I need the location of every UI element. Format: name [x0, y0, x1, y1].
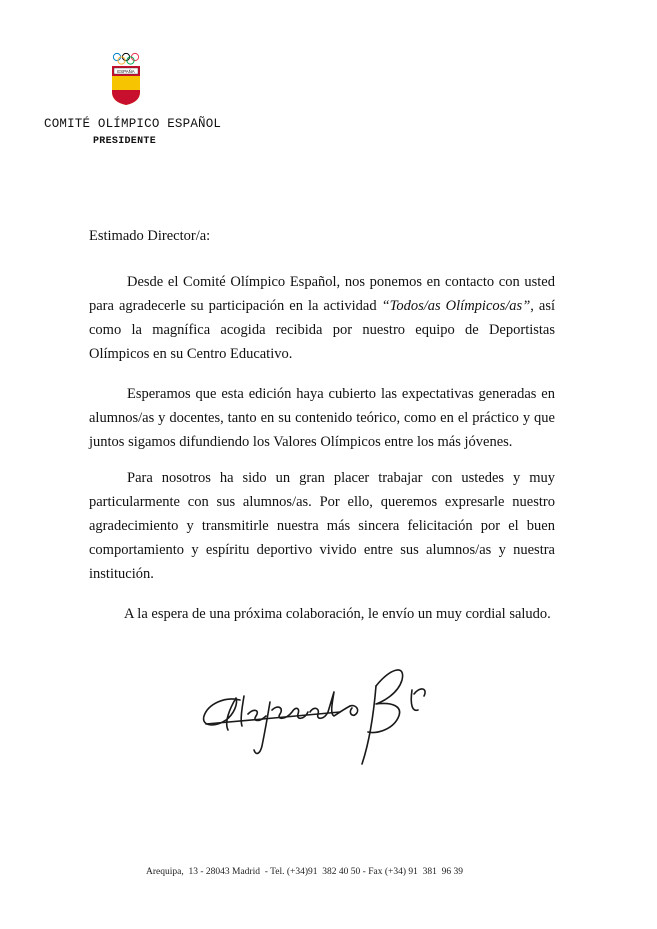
paragraph-2: Esperamos que esta edición haya cubierto las expectativas generadas en alumnos/as y docentes, tanto en su contenido teórico, como en el práctico y que juntos sigamos difundiendo los Valores Olímpicos entre los más jóvenes. [89, 386, 555, 450]
paragraph-1-end: , así como la magnífica acogida recibida por nuestro equipo de Deportistas Olímpicos en su Centro Educativo. [89, 298, 555, 362]
organization-name: COMITÉ OLÍMPICO ESPAÑOL [44, 117, 222, 131]
closing-line: A la espera de una próxima colaboración, le envío un muy cordial saludo. [124, 606, 551, 622]
paragraph-3: Para nosotros ha sido un gran placer trabajar con ustedes y muy particularmente con sus alumnos/as. Por ello, queremos expresarle nuestro agradecimiento y transmitirle nuestra más sincera felicitación por el buen comportamiento y espíritu deportivo vivido entre sus alumnos/as y nuestra institución. [89, 470, 555, 582]
handwritten-signature [200, 650, 440, 770]
organization-role: PRESIDENTE [93, 136, 157, 147]
spain-flag-shield-icon [112, 66, 140, 105]
olympic-committee-logo [108, 52, 144, 106]
logo-text: ESPAÑA [117, 68, 135, 74]
paragraph-1-start: Desde el Comité Olímpico Español, nos ponemos en contacto con usted para agradecerle su participación en la actividad [89, 274, 555, 314]
activity-name: “Todos/as Olímpicos/as” [381, 298, 531, 314]
salutation: Estimado Director/a: [89, 228, 211, 244]
paragraph-1 [89, 270, 555, 366]
olympic-rings-icon [113, 53, 138, 64]
footer-address: Arequipa, 13 - 28043 Madrid - Tel. (+34)91 382 40 50 - Fax (+34) 91 381 96 39 [146, 867, 463, 877]
